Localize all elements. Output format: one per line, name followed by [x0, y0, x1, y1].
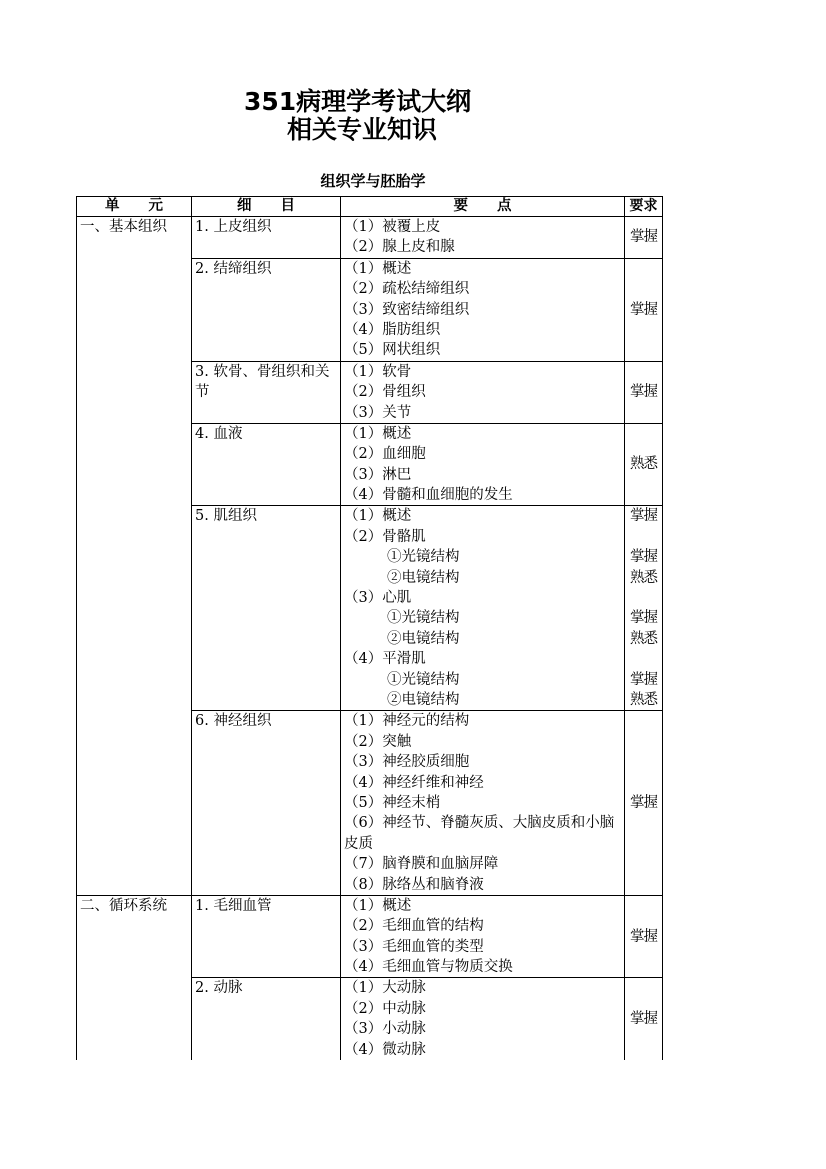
points-cell	[341, 711, 625, 896]
header-requirement: 要求	[625, 197, 663, 217]
detail-cell: 6. 神经组织	[192, 711, 341, 896]
points-cell	[341, 978, 625, 1060]
requirement-cell: 掌握	[625, 978, 663, 1060]
point-item: （1）被覆上皮	[344, 219, 441, 235]
requirement-item: 掌握	[630, 671, 657, 688]
detail-cell: 4. 血液	[192, 423, 341, 506]
table-row	[77, 895, 663, 978]
point-item: （8）脉络丛和脑脊液	[344, 876, 484, 893]
points-cell	[341, 258, 625, 361]
detail-cell: 5. 肌组织	[192, 506, 341, 711]
point-item: （2）毛细血管的结构	[344, 918, 484, 935]
detail-cell: 1. 毛细血管	[192, 895, 341, 978]
requirement-item: 掌握	[630, 549, 657, 566]
point-item: （4）微动脉	[344, 1041, 426, 1058]
point-item: （4）脂肪组织	[344, 321, 441, 338]
requirement-cell: 熟悉	[625, 423, 663, 506]
document-title: 351病理学考试大纲	[244, 87, 472, 116]
requirement-item: 掌握	[630, 508, 657, 525]
requirement-cell	[625, 506, 663, 711]
point-subitem: ②电镜结构	[387, 691, 460, 708]
point-item: （3）淋巴	[344, 466, 412, 483]
requirement-cell: 掌握	[625, 361, 663, 423]
point-item: （7）脑脊膜和血脑屏障	[344, 856, 499, 873]
requirement-item: 掌握	[630, 610, 657, 627]
requirement-item	[625, 649, 662, 669]
point-item: （1）概述	[344, 508, 412, 525]
header-detail: 细 目	[192, 197, 341, 217]
unit-cell: 一、基本组织	[77, 217, 192, 896]
requirement-cell: 掌握	[625, 895, 663, 978]
point-item: （4）毛细血管与物质交换	[344, 959, 513, 976]
requirement-cell: 掌握	[625, 217, 663, 259]
point-item: （1）大动脉	[344, 980, 426, 997]
detail-cell: 1. 上皮组织	[192, 217, 341, 259]
point-subitem: ②电镜结构	[387, 630, 460, 647]
point-item: （4）骨髓和血细胞的发生	[344, 487, 513, 504]
point-item: （4）平滑肌	[344, 651, 426, 668]
table-header-row	[77, 197, 663, 217]
point-item: （3）小动脉	[344, 1021, 426, 1038]
point-item: （3）毛细血管的类型	[344, 938, 484, 955]
requirement-cell: 掌握	[625, 711, 663, 896]
requirement-item: 熟悉	[630, 630, 657, 647]
point-item: （2）腺上皮和腺	[344, 239, 455, 256]
requirement-cell: 掌握	[625, 258, 663, 361]
detail-cell: 3. 软骨、骨组织和关节	[192, 361, 341, 423]
points-cell	[341, 361, 625, 423]
point-item: （2）骨骼肌	[344, 528, 426, 545]
requirement-item: 熟悉	[630, 691, 657, 708]
point-item: （6）神经节、脊髓灰质、大脑皮质和小脑皮质	[344, 815, 615, 852]
points-cell	[341, 423, 625, 506]
header-points: 要 点	[341, 197, 625, 217]
syllabus-table	[76, 196, 663, 1060]
requirement-item	[625, 588, 662, 608]
point-item: （1）神经元的结构	[344, 713, 470, 730]
document-subtitle: 相关专业知识	[287, 115, 438, 144]
detail-cell: 2. 动脉	[192, 978, 341, 1060]
point-item: （5）网状组织	[344, 342, 441, 359]
unit-cell: 二、循环系统	[77, 895, 192, 1060]
point-item: （3）致密结缔组织	[344, 301, 470, 318]
point-item: （3）神经胶质细胞	[344, 754, 470, 771]
point-item: （1）概述	[344, 897, 412, 914]
header-unit: 单 元	[77, 197, 192, 217]
point-subitem: ①光镜结构	[387, 549, 460, 566]
point-item: （2）血细胞	[344, 446, 426, 463]
point-item: （2）突触	[344, 733, 412, 750]
requirement-item	[625, 527, 662, 547]
point-item: （1）软骨	[344, 363, 412, 380]
point-item: （5）神经末梢	[344, 794, 441, 811]
point-item: （3）心肌	[344, 590, 412, 607]
point-item: （1）概述	[344, 260, 412, 277]
point-item: （4）神经纤维和神经	[344, 774, 484, 791]
points-cell	[341, 895, 625, 978]
point-item: （2）骨组织	[344, 384, 426, 401]
point-item: （1）概述	[344, 425, 412, 442]
point-subitem: ①光镜结构	[387, 671, 460, 688]
detail-cell: 2. 结缔组织	[192, 258, 341, 361]
section-title: 组织学与胚胎学	[320, 172, 426, 190]
point-item: （2）疏松结缔组织	[344, 281, 470, 298]
points-cell	[341, 506, 625, 711]
point-subitem: ②电镜结构	[387, 569, 460, 586]
point-subitem: ①光镜结构	[387, 610, 460, 627]
points-cell	[341, 217, 625, 259]
point-item: （3）关节	[344, 404, 412, 421]
requirement-item: 熟悉	[630, 569, 657, 586]
table-row	[77, 217, 663, 259]
point-item: （2）中动脉	[344, 1000, 426, 1017]
